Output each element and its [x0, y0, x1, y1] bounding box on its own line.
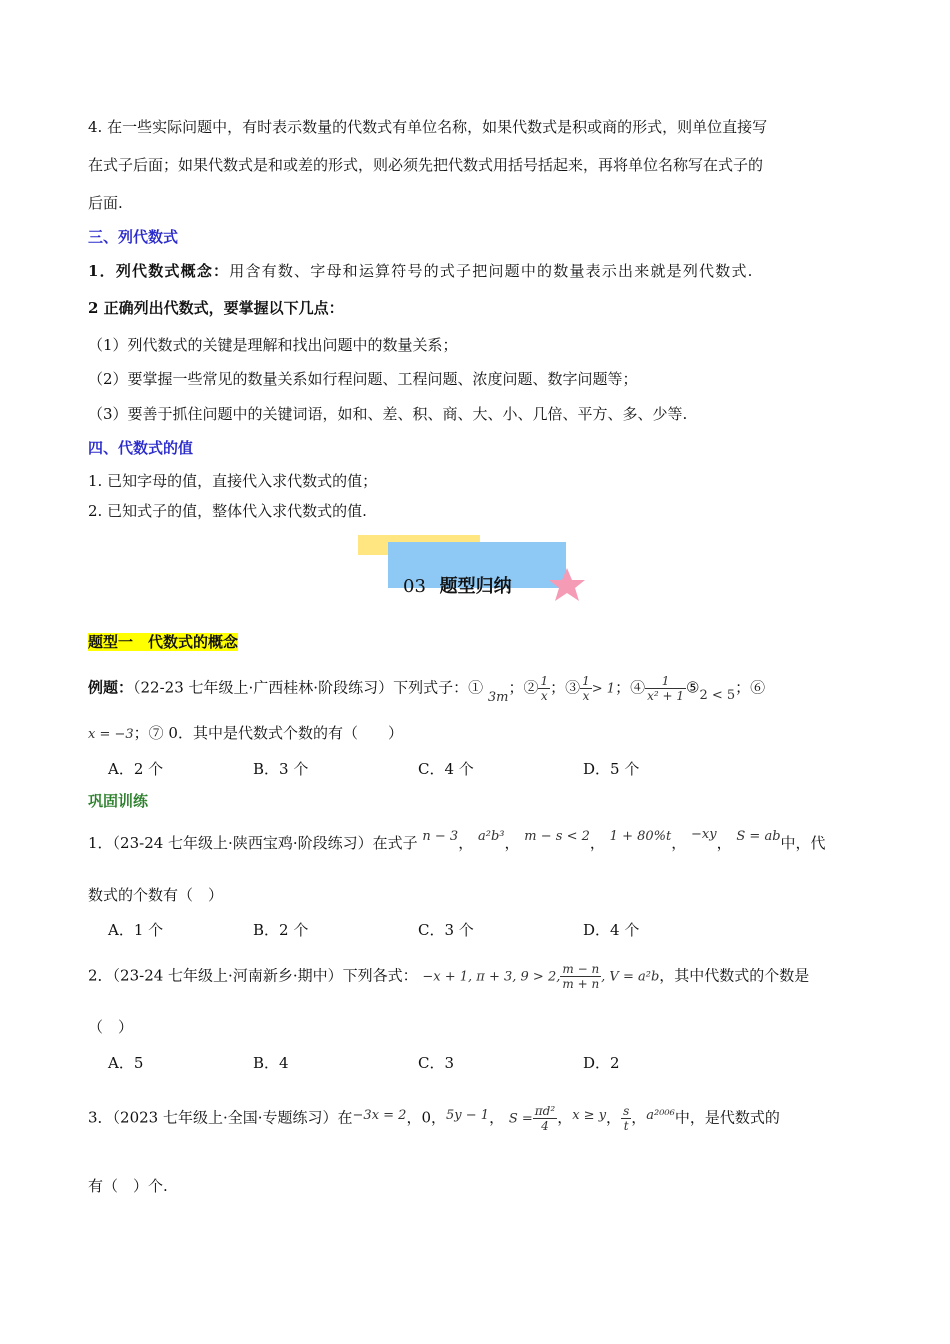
q1-line2: 数式的个数有（ ）	[88, 886, 224, 904]
q3-frac1-num: πd²	[534, 1104, 556, 1118]
q2-expr-a: −x + 1, π + 3, 9 > 2,	[422, 969, 561, 985]
intro-paragraph-4	[88, 108, 863, 222]
example-line1	[88, 674, 765, 703]
type1-title-text: 题型一 代数式的概念	[88, 633, 239, 651]
q2-expr-b: , V = a²b	[601, 969, 660, 985]
practice-heading: 巩固训练	[88, 792, 149, 810]
banner-text: 题型归纳	[439, 576, 512, 597]
q3-sep1: ，0，	[406, 1108, 447, 1127]
example-option-b[interactable]: B．3 个	[253, 760, 309, 778]
frac2-num: 1	[540, 674, 549, 688]
q3-frac2-num: s	[623, 1104, 630, 1118]
q1-expr3: m − s < 2	[524, 829, 590, 844]
q3-sep4: ，	[606, 1108, 622, 1127]
q1-comma3: ，	[589, 834, 605, 852]
q3-expr1: −3x = 2	[352, 1107, 407, 1123]
expr-2-lt-5: 2 < 5	[699, 687, 736, 703]
type1-title	[88, 631, 238, 652]
example-line2-text: ；⑦ 0．其中是代数式个数的有（ ）	[133, 724, 403, 742]
q1-line1	[88, 827, 826, 853]
q3-frac2-den: t	[623, 1119, 629, 1133]
p4-line3: 后面.	[88, 194, 123, 212]
q2-option-d[interactable]: D．2	[583, 1054, 620, 1072]
q3-suffix: 中，是代数式的	[674, 1108, 780, 1127]
section3-item2: 2 正确列出代数式，要掌握以下几点：	[88, 299, 344, 317]
frac3-num: 1	[582, 674, 590, 688]
q3-line2: 有（ ）个.	[88, 1177, 168, 1195]
q1-expr2: a²b³	[477, 829, 505, 844]
section3-sub3: （3）要善于抓住问题中的关键词语，如和、差、积、商、大、小、几倍、平方、多、少等.	[88, 405, 688, 423]
q2-fraction	[560, 962, 601, 991]
q3-prefix: 3．（2023 七年级上·全国·专题练习）在	[88, 1108, 353, 1127]
example-source: （22-23 七年级上·广西桂林·阶段练习）下列式子：①	[133, 678, 484, 697]
q2-prefix: 2．（23-24 七年级上·河南新乡·期中）下列各式：	[88, 966, 418, 985]
sep4: ；④	[615, 678, 646, 697]
example-option-a[interactable]: A．2 个	[108, 760, 164, 778]
q1-option-d[interactable]: D．4 个	[583, 921, 640, 939]
frac3-tail: > 1	[591, 681, 616, 697]
q2-line1	[88, 962, 809, 991]
frac4-den: x² + 1	[647, 689, 684, 703]
example-label: 例题：	[88, 678, 134, 697]
q1-expr5: −xy	[691, 827, 717, 842]
q3-expr4: a²⁰⁰⁶	[646, 1107, 675, 1123]
section4-item1: 1. 已知字母的值，直接代入求代数式的值；	[88, 472, 378, 490]
section3-heading: 三、列代数式	[88, 228, 179, 246]
q2-option-a[interactable]: A．5	[108, 1054, 144, 1072]
q2-option-c[interactable]: C．3	[418, 1054, 455, 1072]
banner-number: 03	[403, 576, 426, 597]
section3-sub1: （1）列代数式的关键是理解和找出问题中的数量关系；	[88, 336, 458, 354]
q3-expr2: 5y − 1	[446, 1107, 490, 1123]
q3-sep3: ，	[557, 1108, 573, 1127]
frac4-num: 1	[645, 674, 686, 689]
section3-item1	[88, 260, 754, 281]
p4-line2: 在式子后面；如果代数式是和或差的形式，则必须先把代数式用括号括起来，再将单位名称写在式子的	[88, 156, 764, 174]
section3-item1-text: 用含有数、字母和运算符号的式子把问题中的数量表示出来就是列代数式.	[229, 262, 754, 280]
q3-sep2: ，	[489, 1108, 505, 1127]
section3-sub2: （2）要掌握一些常见的数量关系如行程问题、工程问题、浓度问题、数字问题等；	[88, 370, 638, 388]
expr-3m: 3m	[487, 689, 509, 705]
example-line2	[88, 722, 403, 743]
q1-expr1: n − 3	[422, 829, 459, 844]
q1-comma5: ，	[716, 834, 732, 852]
q3-frac-s-over-t	[621, 1104, 631, 1133]
q1-comma4: ，	[671, 834, 687, 852]
frac2-den: x	[540, 689, 548, 703]
section4-heading: 四、代数式的值	[88, 439, 194, 457]
section3-item1-label: 1．列代数式概念：	[88, 262, 230, 280]
q1-prefix: 1．（23-24 七年级上·陕西宝鸡·阶段练习）在式子	[88, 834, 418, 852]
q1-option-c[interactable]: C．3 个	[418, 921, 474, 939]
example-option-d[interactable]: D．5 个	[583, 760, 640, 778]
sep3: ；③	[550, 678, 581, 697]
banner-title	[403, 572, 512, 598]
q2-frac-den: m + n	[562, 977, 600, 991]
q1-comma1: ，	[458, 834, 474, 852]
q1-option-a[interactable]: A．1 个	[108, 921, 164, 939]
q1-expr4: 1 + 80%t	[609, 829, 672, 844]
sep5: ⑤	[686, 678, 700, 697]
q3-s-left: S =	[508, 1111, 533, 1127]
q1-suffix: 中，代	[780, 834, 826, 852]
section4-item2: 2. 已知式子的值，整体代入求代数式的值.	[88, 502, 367, 520]
frac-1-over-x	[538, 674, 550, 703]
q1-expr6: S = ab	[736, 829, 781, 844]
frac3-den: x	[582, 689, 590, 703]
p4-line1: 4. 在一些实际问题中，有时表示数量的代数式有单位名称，如果代数式是积或商的形式，则单位直接写	[88, 118, 768, 136]
sep2: ；②	[508, 678, 539, 697]
q3-sep5: ，	[631, 1108, 647, 1127]
q1-option-b[interactable]: B．2 个	[253, 921, 309, 939]
sep6: ；⑥	[735, 678, 766, 697]
q3-expr3: x ≥ y	[572, 1107, 607, 1123]
expr-x-eq-neg3: x = −3	[88, 727, 134, 742]
frac-1-over-x-b	[580, 674, 592, 703]
q3-line1	[88, 1104, 780, 1133]
q2-option-b[interactable]: B．4	[253, 1054, 289, 1072]
star-icon	[547, 566, 587, 604]
q1-comma2: ，	[504, 834, 520, 852]
example-option-c[interactable]: C．4 个	[418, 760, 474, 778]
frac-1-over-x2-plus-1	[645, 674, 686, 703]
q3-frac1-den: 4	[541, 1119, 549, 1133]
q3-frac-pid2-over-4	[533, 1104, 557, 1133]
q2-frac-num: m − n	[562, 962, 600, 976]
q2-suffix: ，其中代数式的个数是	[659, 966, 810, 985]
q2-line2: （ ）	[88, 1018, 134, 1036]
